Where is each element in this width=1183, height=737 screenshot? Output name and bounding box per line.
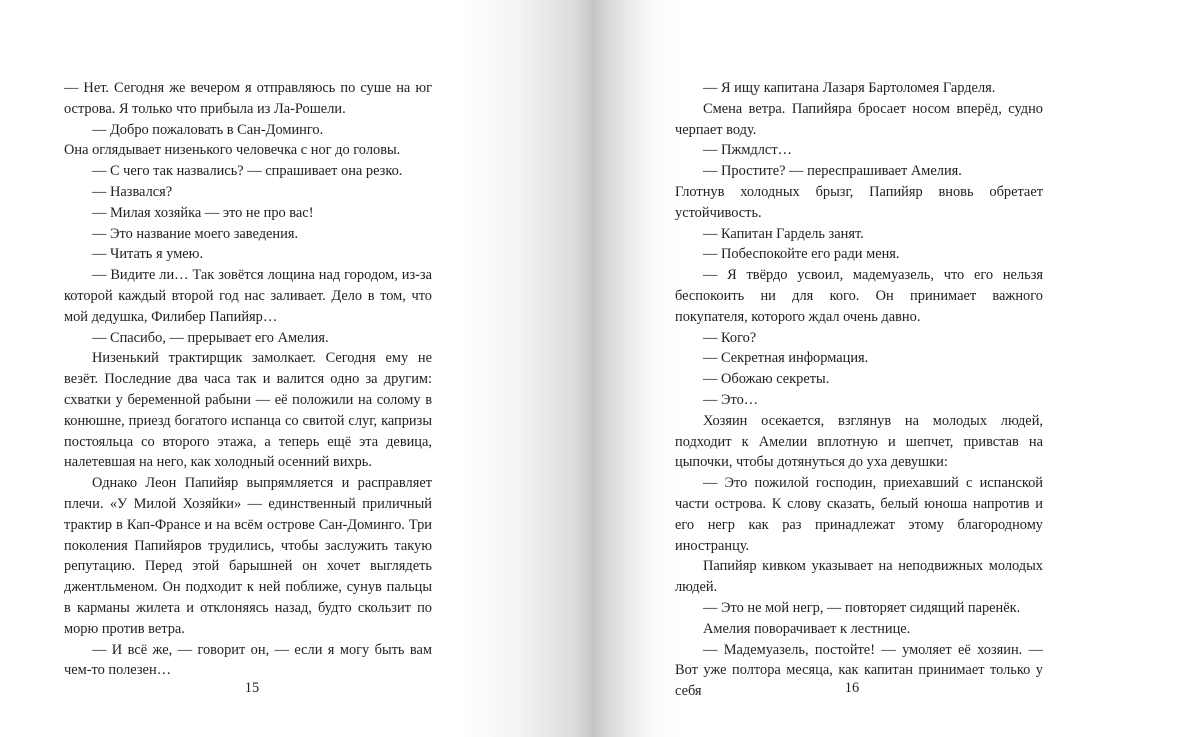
- paragraph: — Капитан Гардель занят.: [703, 225, 864, 242]
- paragraph: Низенький трактирщик замолкает. Сегодня ему не везёт. Последние два часа так и валится одно за другим: схватки у беременной рабыни — её положили на солому в конюшне, приезд богатого испанца со свитой слуг, капризы постояльца со второго этажа, а теперь ещё эта девица, налетевшая на него, как холодный осенний вихрь.: [64, 350, 432, 471]
- right-page-text: [675, 78, 1043, 702]
- paragraph: Амелия поворачивает к лестнице.: [703, 620, 911, 637]
- paragraph: — Побеспокойте его ради меня.: [703, 246, 900, 263]
- page-number: 16: [844, 680, 860, 696]
- paragraph: — Милая хозяйка — это не про вас!: [92, 204, 314, 221]
- paragraph: — Добро пожаловать в Сан-Доминго.: [92, 121, 324, 138]
- paragraph: Глотнув холодных брызг, Папийяр вновь обретает устойчивость.: [675, 183, 1043, 221]
- paragraph: — С чего так назвались? — спрашивает она резко.: [92, 163, 403, 180]
- paragraph: — Пжмдлст…: [703, 142, 792, 159]
- paragraph: Смена ветра. Папийяра бросает носом вперёд, судно черпает воду.: [675, 100, 1043, 138]
- paragraph: — Кого?: [703, 329, 757, 346]
- paragraph: Папийяр кивком указывает на неподвижных молодых людей.: [675, 558, 1043, 596]
- paragraph: — Секретная информация.: [703, 350, 869, 367]
- paragraph: — Это название моего заведения.: [92, 225, 299, 242]
- paragraph: — Читать я умею.: [92, 246, 204, 263]
- paragraph: — Обожаю секреты.: [703, 371, 830, 388]
- paragraph: Однако Леон Папийяр выпрямляется и расправляет плечи. «У Милой Хозяйки» — единственный приличный трактир в Кап-Франсе и на всём острове Сан-Доминго. Три поколения Папийяров трудились, чтобы заслужить такую репутацию. Перед этой барышней он хочет выглядеть джентльменом. Он подходит к ней поближе, сунув пальцы в карманы жилета и отклоняясь назад, будто скользит по морю против ветра.: [64, 475, 432, 637]
- left-page-text: [64, 78, 432, 681]
- paragraph: — Спасибо, — прерывает его Амелия.: [92, 329, 329, 346]
- right-page: [592, 0, 1183, 737]
- paragraph: — Это…: [703, 391, 759, 408]
- paragraph: — Я ищу капитана Лазаря Бартоломея Гарделя.: [703, 80, 996, 96]
- paragraph: — Простите? — переспрашивает Амелия.: [703, 163, 962, 180]
- paragraph: — Нет. Сегодня же вечером я отправляюсь по суше на юг острова. Я только что прибыла из Ла-Рошели.: [64, 80, 432, 117]
- paragraph: Она оглядывает низенького человечка с ног до головы.: [64, 142, 401, 159]
- paragraph: — Я твёрдо усвоил, мадемуазель, что его нельзя беспокоить ни для кого. Он принимает важного покупателя, которого ждал очень давно.: [675, 267, 1043, 325]
- paragraph: — Видите ли… Так зовётся лощина над городом, из-за которой каждый второй год нас заливает. Дело в том, что мой дедушка, Филибер Папийяр…: [64, 267, 432, 325]
- paragraph: — И всё же, — говорит он, — если я могу быть вам чем-то полезен…: [64, 641, 432, 679]
- page-number: 15: [244, 680, 260, 696]
- paragraph: — Это пожилой господин, приехавший с испанской части острова. К слову сказать, белый юноша напротив и его негр как раз принадлежат этому благородному иностранцу.: [675, 475, 1043, 554]
- paragraph: — Это не мой негр, — повторяет сидящий паренёк.: [703, 599, 1021, 616]
- paragraph: — Назвался?: [92, 183, 173, 200]
- paragraph: Хозяин осекается, взглянув на молодых людей, подходит к Амелии вплотную и шепчет, привстав на цыпочки, чтобы дотянуться до уха девушки:: [675, 412, 1043, 471]
- paragraph: — Мадемуазель, постойте! — умоляет её хозяин. — Вот уже полтора месяца, как капитан принимает только у себя: [675, 641, 1043, 700]
